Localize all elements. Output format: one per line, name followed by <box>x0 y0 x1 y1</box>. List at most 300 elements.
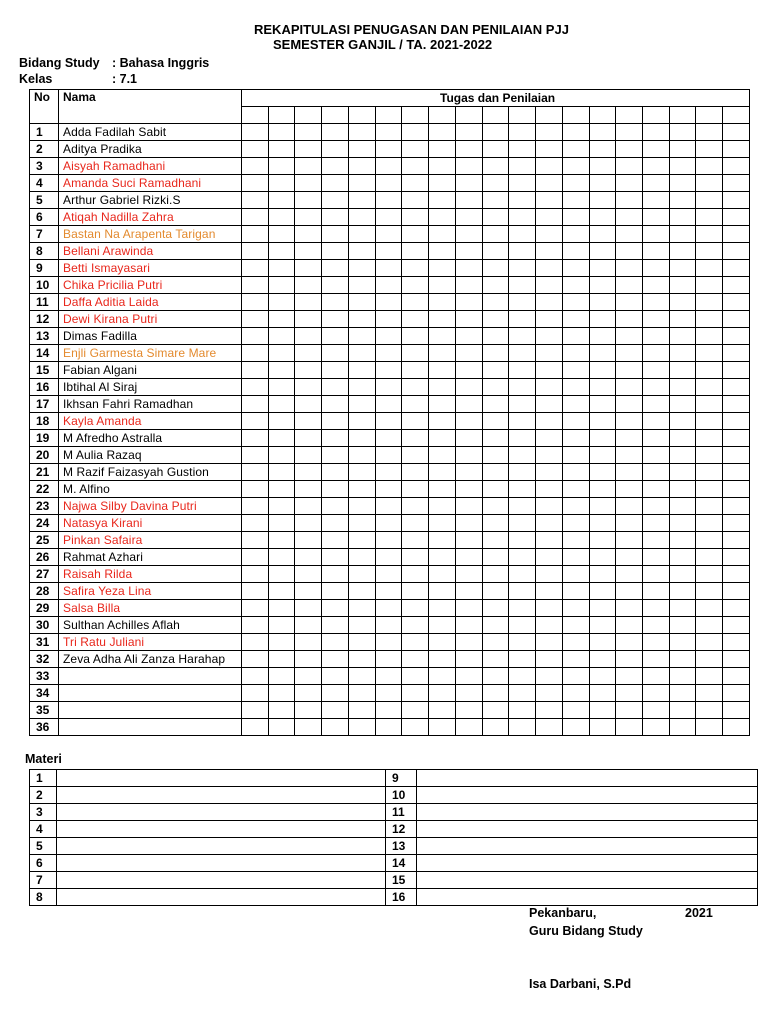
score-cell[interactable] <box>696 532 723 549</box>
score-cell[interactable] <box>536 532 563 549</box>
score-cell[interactable] <box>348 294 375 311</box>
score-cell[interactable] <box>589 719 616 736</box>
score-cell[interactable] <box>562 549 589 566</box>
score-cell[interactable] <box>509 430 536 447</box>
score-cell[interactable] <box>295 668 322 685</box>
score-cell[interactable] <box>375 549 402 566</box>
score-cell[interactable] <box>616 498 643 515</box>
score-cell[interactable] <box>509 175 536 192</box>
materi-entry[interactable] <box>57 821 386 838</box>
score-cell[interactable] <box>696 396 723 413</box>
score-cell[interactable] <box>616 617 643 634</box>
score-cell[interactable] <box>348 532 375 549</box>
score-cell[interactable] <box>429 175 456 192</box>
score-cell[interactable] <box>242 685 269 702</box>
score-cell[interactable] <box>482 175 509 192</box>
score-cell[interactable] <box>482 447 509 464</box>
score-cell[interactable] <box>429 141 456 158</box>
score-cell[interactable] <box>322 362 349 379</box>
score-cell[interactable] <box>242 566 269 583</box>
score-cell[interactable] <box>402 379 429 396</box>
score-cell[interactable] <box>616 158 643 175</box>
score-cell[interactable] <box>616 515 643 532</box>
score-cell[interactable] <box>455 600 482 617</box>
score-cell[interactable] <box>455 124 482 141</box>
score-cell[interactable] <box>536 209 563 226</box>
score-cell[interactable] <box>295 260 322 277</box>
score-cell[interactable] <box>669 600 696 617</box>
score-cell[interactable] <box>429 549 456 566</box>
score-cell[interactable] <box>375 158 402 175</box>
score-cell[interactable] <box>402 617 429 634</box>
score-cell[interactable] <box>562 192 589 209</box>
materi-entry[interactable] <box>417 889 758 906</box>
score-cell[interactable] <box>509 600 536 617</box>
score-cell[interactable] <box>375 566 402 583</box>
score-cell[interactable] <box>402 158 429 175</box>
score-cell[interactable] <box>268 532 295 549</box>
score-cell[interactable] <box>643 175 670 192</box>
score-cell[interactable] <box>268 413 295 430</box>
score-cell[interactable] <box>589 447 616 464</box>
score-cell[interactable] <box>723 566 750 583</box>
score-cell[interactable] <box>669 141 696 158</box>
score-cell[interactable] <box>589 362 616 379</box>
score-cell[interactable] <box>562 243 589 260</box>
materi-entry[interactable] <box>417 855 758 872</box>
score-cell[interactable] <box>723 175 750 192</box>
score-cell[interactable] <box>348 345 375 362</box>
score-cell[interactable] <box>322 549 349 566</box>
materi-entry[interactable] <box>57 804 386 821</box>
score-cell[interactable] <box>723 124 750 141</box>
score-cell[interactable] <box>696 719 723 736</box>
score-cell[interactable] <box>455 277 482 294</box>
score-cell[interactable] <box>348 515 375 532</box>
score-cell[interactable] <box>723 617 750 634</box>
score-cell[interactable] <box>375 583 402 600</box>
score-cell[interactable] <box>348 702 375 719</box>
score-cell[interactable] <box>402 294 429 311</box>
score-cell[interactable] <box>268 634 295 651</box>
score-cell[interactable] <box>242 583 269 600</box>
score-cell[interactable] <box>348 651 375 668</box>
score-cell[interactable] <box>402 634 429 651</box>
score-cell[interactable] <box>295 719 322 736</box>
score-cell[interactable] <box>402 192 429 209</box>
score-cell[interactable] <box>295 379 322 396</box>
score-cell[interactable] <box>589 532 616 549</box>
score-cell[interactable] <box>643 413 670 430</box>
score-cell[interactable] <box>723 362 750 379</box>
score-cell[interactable] <box>723 651 750 668</box>
score-cell[interactable] <box>696 583 723 600</box>
score-cell[interactable] <box>589 209 616 226</box>
score-cell[interactable] <box>643 430 670 447</box>
score-cell[interactable] <box>295 277 322 294</box>
score-cell[interactable] <box>322 447 349 464</box>
score-cell[interactable] <box>669 702 696 719</box>
score-cell[interactable] <box>375 634 402 651</box>
score-cell[interactable] <box>268 379 295 396</box>
score-cell[interactable] <box>375 192 402 209</box>
score-cell[interactable] <box>696 600 723 617</box>
score-cell[interactable] <box>696 464 723 481</box>
score-cell[interactable] <box>455 226 482 243</box>
score-cell[interactable] <box>242 209 269 226</box>
score-cell[interactable] <box>429 311 456 328</box>
materi-entry[interactable] <box>57 787 386 804</box>
score-cell[interactable] <box>268 430 295 447</box>
score-cell[interactable] <box>536 345 563 362</box>
score-cell[interactable] <box>268 396 295 413</box>
score-cell[interactable] <box>723 192 750 209</box>
score-cell[interactable] <box>509 345 536 362</box>
score-cell[interactable] <box>375 464 402 481</box>
score-cell[interactable] <box>348 396 375 413</box>
score-cell[interactable] <box>482 141 509 158</box>
score-cell[interactable] <box>616 124 643 141</box>
score-cell[interactable] <box>455 379 482 396</box>
score-cell[interactable] <box>589 651 616 668</box>
score-cell[interactable] <box>268 311 295 328</box>
score-cell[interactable] <box>455 481 482 498</box>
score-cell[interactable] <box>562 532 589 549</box>
score-cell[interactable] <box>322 141 349 158</box>
score-cell[interactable] <box>402 124 429 141</box>
score-cell[interactable] <box>268 260 295 277</box>
score-cell[interactable] <box>643 447 670 464</box>
score-cell[interactable] <box>562 566 589 583</box>
score-cell[interactable] <box>429 719 456 736</box>
score-cell[interactable] <box>295 243 322 260</box>
score-cell[interactable] <box>402 243 429 260</box>
score-cell[interactable] <box>242 328 269 345</box>
score-cell[interactable] <box>322 345 349 362</box>
score-cell[interactable] <box>509 192 536 209</box>
score-cell[interactable] <box>589 379 616 396</box>
score-cell[interactable] <box>669 311 696 328</box>
score-cell[interactable] <box>616 668 643 685</box>
materi-entry[interactable] <box>417 821 758 838</box>
score-cell[interactable] <box>268 583 295 600</box>
score-cell[interactable] <box>643 685 670 702</box>
score-cell[interactable] <box>455 243 482 260</box>
score-cell[interactable] <box>536 328 563 345</box>
score-cell[interactable] <box>242 277 269 294</box>
score-cell[interactable] <box>455 532 482 549</box>
score-cell[interactable] <box>455 396 482 413</box>
score-cell[interactable] <box>242 634 269 651</box>
score-cell[interactable] <box>322 634 349 651</box>
score-cell[interactable] <box>455 260 482 277</box>
score-cell[interactable] <box>295 685 322 702</box>
score-cell[interactable] <box>455 294 482 311</box>
score-cell[interactable] <box>509 583 536 600</box>
score-cell[interactable] <box>536 396 563 413</box>
score-cell[interactable] <box>242 124 269 141</box>
score-cell[interactable] <box>509 141 536 158</box>
score-cell[interactable] <box>536 600 563 617</box>
score-cell[interactable] <box>322 328 349 345</box>
score-cell[interactable] <box>669 345 696 362</box>
score-cell[interactable] <box>669 124 696 141</box>
score-cell[interactable] <box>348 362 375 379</box>
score-cell[interactable] <box>562 209 589 226</box>
score-cell[interactable] <box>696 328 723 345</box>
score-cell[interactable] <box>643 345 670 362</box>
score-cell[interactable] <box>482 719 509 736</box>
score-cell[interactable] <box>482 396 509 413</box>
score-cell[interactable] <box>348 413 375 430</box>
score-cell[interactable] <box>509 719 536 736</box>
score-cell[interactable] <box>589 600 616 617</box>
score-cell[interactable] <box>375 617 402 634</box>
score-cell[interactable] <box>562 668 589 685</box>
score-cell[interactable] <box>589 260 616 277</box>
score-cell[interactable] <box>696 277 723 294</box>
score-cell[interactable] <box>589 549 616 566</box>
score-cell[interactable] <box>562 379 589 396</box>
score-cell[interactable] <box>589 566 616 583</box>
score-cell[interactable] <box>429 515 456 532</box>
materi-entry[interactable] <box>57 838 386 855</box>
score-cell[interactable] <box>643 515 670 532</box>
score-cell[interactable] <box>402 600 429 617</box>
score-cell[interactable] <box>509 277 536 294</box>
score-cell[interactable] <box>616 583 643 600</box>
score-cell[interactable] <box>242 600 269 617</box>
score-cell[interactable] <box>348 243 375 260</box>
score-cell[interactable] <box>509 328 536 345</box>
score-cell[interactable] <box>536 192 563 209</box>
score-cell[interactable] <box>723 396 750 413</box>
score-cell[interactable] <box>242 668 269 685</box>
score-cell[interactable] <box>348 600 375 617</box>
score-cell[interactable] <box>509 515 536 532</box>
score-cell[interactable] <box>669 566 696 583</box>
score-cell[interactable] <box>375 719 402 736</box>
score-cell[interactable] <box>723 583 750 600</box>
score-cell[interactable] <box>268 447 295 464</box>
score-cell[interactable] <box>295 226 322 243</box>
score-cell[interactable] <box>242 158 269 175</box>
score-cell[interactable] <box>402 583 429 600</box>
score-cell[interactable] <box>455 668 482 685</box>
score-cell[interactable] <box>536 702 563 719</box>
score-cell[interactable] <box>589 481 616 498</box>
score-cell[interactable] <box>723 226 750 243</box>
score-cell[interactable] <box>562 328 589 345</box>
score-cell[interactable] <box>375 243 402 260</box>
score-cell[interactable] <box>295 634 322 651</box>
score-cell[interactable] <box>322 175 349 192</box>
score-cell[interactable] <box>696 209 723 226</box>
score-cell[interactable] <box>643 464 670 481</box>
score-cell[interactable] <box>348 668 375 685</box>
score-cell[interactable] <box>322 651 349 668</box>
score-cell[interactable] <box>348 464 375 481</box>
score-cell[interactable] <box>589 498 616 515</box>
score-cell[interactable] <box>643 651 670 668</box>
score-cell[interactable] <box>669 515 696 532</box>
score-cell[interactable] <box>669 209 696 226</box>
score-cell[interactable] <box>509 260 536 277</box>
score-cell[interactable] <box>429 498 456 515</box>
score-cell[interactable] <box>348 124 375 141</box>
score-cell[interactable] <box>723 719 750 736</box>
score-cell[interactable] <box>322 566 349 583</box>
score-cell[interactable] <box>455 566 482 583</box>
score-cell[interactable] <box>348 685 375 702</box>
score-cell[interactable] <box>295 430 322 447</box>
score-cell[interactable] <box>429 243 456 260</box>
score-cell[interactable] <box>616 600 643 617</box>
score-cell[interactable] <box>402 549 429 566</box>
score-cell[interactable] <box>643 243 670 260</box>
score-cell[interactable] <box>348 719 375 736</box>
score-cell[interactable] <box>643 362 670 379</box>
score-cell[interactable] <box>616 532 643 549</box>
score-cell[interactable] <box>696 124 723 141</box>
score-cell[interactable] <box>402 566 429 583</box>
score-cell[interactable] <box>348 379 375 396</box>
score-cell[interactable] <box>455 685 482 702</box>
score-cell[interactable] <box>322 685 349 702</box>
score-cell[interactable] <box>322 413 349 430</box>
score-cell[interactable] <box>643 192 670 209</box>
score-cell[interactable] <box>348 498 375 515</box>
score-cell[interactable] <box>643 294 670 311</box>
score-cell[interactable] <box>375 209 402 226</box>
score-cell[interactable] <box>696 685 723 702</box>
score-cell[interactable] <box>669 413 696 430</box>
score-cell[interactable] <box>242 702 269 719</box>
score-cell[interactable] <box>375 668 402 685</box>
score-cell[interactable] <box>616 277 643 294</box>
score-cell[interactable] <box>536 277 563 294</box>
score-cell[interactable] <box>429 481 456 498</box>
score-cell[interactable] <box>643 481 670 498</box>
score-cell[interactable] <box>348 141 375 158</box>
score-cell[interactable] <box>616 447 643 464</box>
score-cell[interactable] <box>455 158 482 175</box>
score-cell[interactable] <box>295 583 322 600</box>
score-cell[interactable] <box>375 396 402 413</box>
score-cell[interactable] <box>669 719 696 736</box>
score-cell[interactable] <box>482 379 509 396</box>
score-cell[interactable] <box>482 549 509 566</box>
score-cell[interactable] <box>562 277 589 294</box>
score-cell[interactable] <box>643 634 670 651</box>
score-cell[interactable] <box>295 175 322 192</box>
score-cell[interactable] <box>509 362 536 379</box>
score-cell[interactable] <box>455 617 482 634</box>
score-cell[interactable] <box>509 651 536 668</box>
score-cell[interactable] <box>696 549 723 566</box>
score-cell[interactable] <box>455 634 482 651</box>
score-cell[interactable] <box>322 532 349 549</box>
score-cell[interactable] <box>348 481 375 498</box>
score-cell[interactable] <box>429 294 456 311</box>
score-cell[interactable] <box>643 600 670 617</box>
score-cell[interactable] <box>482 651 509 668</box>
score-cell[interactable] <box>536 175 563 192</box>
score-cell[interactable] <box>322 311 349 328</box>
score-cell[interactable] <box>242 192 269 209</box>
score-cell[interactable] <box>669 396 696 413</box>
score-cell[interactable] <box>696 498 723 515</box>
score-cell[interactable] <box>322 124 349 141</box>
score-cell[interactable] <box>616 311 643 328</box>
score-cell[interactable] <box>723 277 750 294</box>
score-cell[interactable] <box>536 447 563 464</box>
score-cell[interactable] <box>643 583 670 600</box>
score-cell[interactable] <box>536 362 563 379</box>
score-cell[interactable] <box>589 702 616 719</box>
score-cell[interactable] <box>696 617 723 634</box>
score-cell[interactable] <box>429 158 456 175</box>
score-cell[interactable] <box>616 328 643 345</box>
score-cell[interactable] <box>295 600 322 617</box>
score-cell[interactable] <box>322 515 349 532</box>
score-cell[interactable] <box>429 124 456 141</box>
score-cell[interactable] <box>242 294 269 311</box>
score-cell[interactable] <box>562 311 589 328</box>
score-cell[interactable] <box>242 651 269 668</box>
score-cell[interactable] <box>536 685 563 702</box>
score-cell[interactable] <box>536 413 563 430</box>
score-cell[interactable] <box>669 430 696 447</box>
score-cell[interactable] <box>616 430 643 447</box>
score-cell[interactable] <box>616 345 643 362</box>
score-cell[interactable] <box>455 141 482 158</box>
score-cell[interactable] <box>242 617 269 634</box>
score-cell[interactable] <box>429 600 456 617</box>
score-cell[interactable] <box>589 311 616 328</box>
score-cell[interactable] <box>375 481 402 498</box>
score-cell[interactable] <box>643 328 670 345</box>
score-cell[interactable] <box>536 124 563 141</box>
score-cell[interactable] <box>723 481 750 498</box>
score-cell[interactable] <box>455 447 482 464</box>
score-cell[interactable] <box>669 651 696 668</box>
score-cell[interactable] <box>348 328 375 345</box>
score-cell[interactable] <box>723 243 750 260</box>
score-cell[interactable] <box>429 532 456 549</box>
score-cell[interactable] <box>429 566 456 583</box>
score-cell[interactable] <box>643 260 670 277</box>
score-cell[interactable] <box>375 260 402 277</box>
score-cell[interactable] <box>616 243 643 260</box>
score-cell[interactable] <box>242 515 269 532</box>
score-cell[interactable] <box>536 243 563 260</box>
score-cell[interactable] <box>375 277 402 294</box>
score-cell[interactable] <box>375 702 402 719</box>
score-cell[interactable] <box>669 294 696 311</box>
score-cell[interactable] <box>482 124 509 141</box>
score-cell[interactable] <box>643 277 670 294</box>
score-cell[interactable] <box>723 260 750 277</box>
score-cell[interactable] <box>482 617 509 634</box>
score-cell[interactable] <box>616 566 643 583</box>
score-cell[interactable] <box>242 413 269 430</box>
score-cell[interactable] <box>322 209 349 226</box>
score-cell[interactable] <box>562 260 589 277</box>
score-cell[interactable] <box>723 464 750 481</box>
score-cell[interactable] <box>322 583 349 600</box>
score-cell[interactable] <box>455 192 482 209</box>
